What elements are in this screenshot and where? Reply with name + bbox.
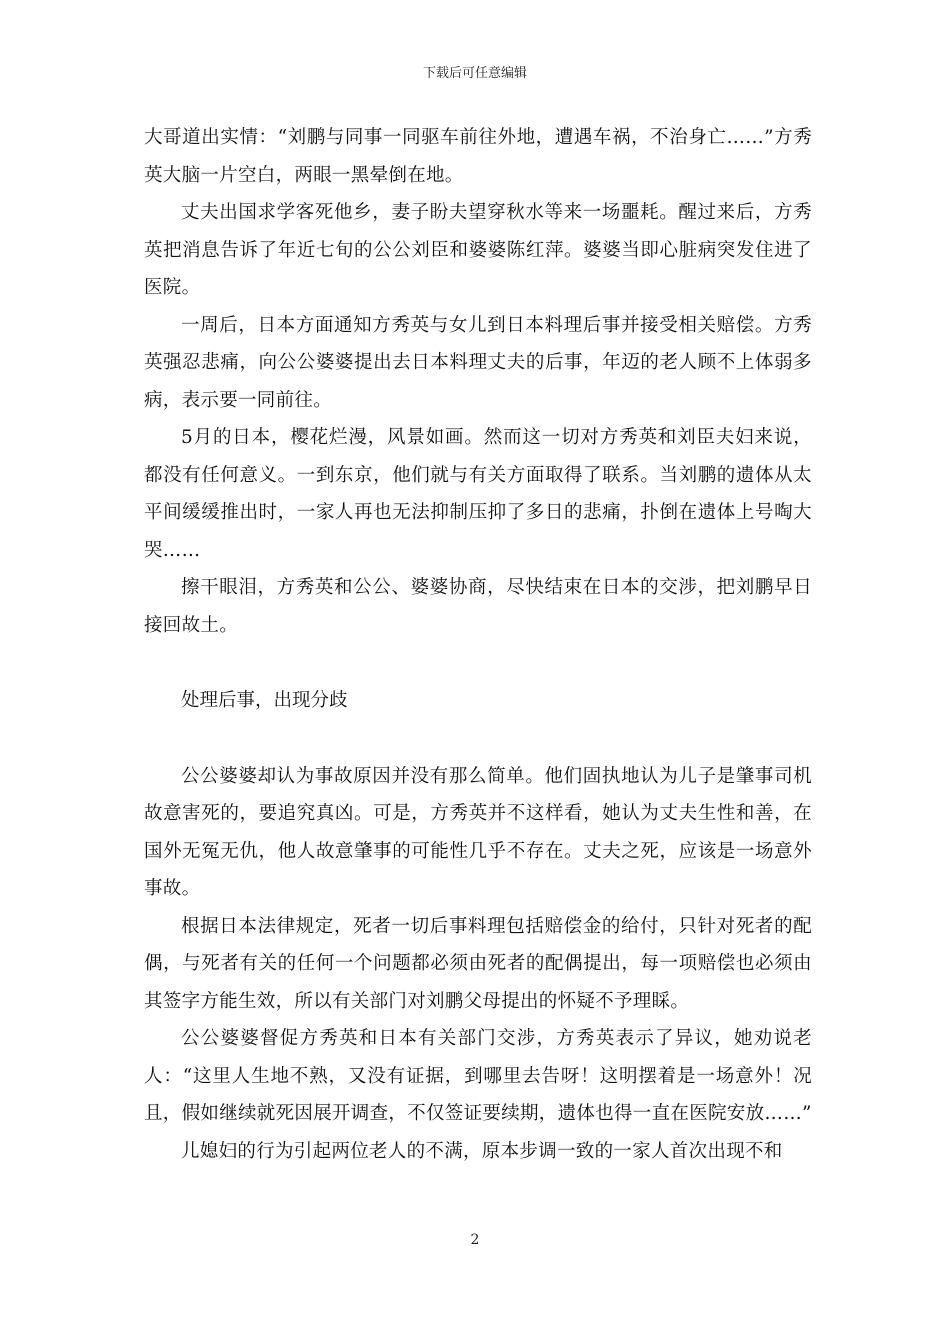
paragraph: 擦干眼泪，方秀英和公公、婆婆协商，尽快结束在日本的交涉，把刘鹏早日接回故土。 [144, 577, 812, 636]
page-number: 2 [470, 1232, 480, 1248]
section-heading: 处理后事，出现分歧 [181, 690, 348, 711]
document-body [144, 119, 812, 1170]
spacer [144, 644, 812, 682]
paragraph: 公公婆婆督促方秀英和日本有关部门交涉，方秀英表示了异议，她劝说老人：“这里人生地不熟，又没有证据，到哪里去告呀！这明摆着是一场意外！况且，假如继续就死因展开调查，不仅签证要续期，遗体也得一直在医院安放……” [144, 1028, 812, 1124]
spacer [144, 720, 812, 758]
paragraph: 公公婆婆却认为事故原因并没有那么简单。他们固执地认为儿子是肇事司机故意害死的，要追究真凶。可是，方秀英并不这样看，她认为丈夫生性和善，在国外无冤无仇，他人故意肇事的可能性几乎不存在。丈夫之死，应该是一场意外事故。 [144, 765, 812, 899]
paragraph: 丈夫出国求学客死他乡，妻子盼夫望穿秋水等来一场噩耗。醒过来后，方秀英把消息告诉了年近七旬的公公刘臣和婆婆陈红萍。婆婆当即心脏病突发住进了医院。 [144, 202, 812, 298]
paragraph: 儿媳妇的行为引起两位老人的不满，原本步调一致的一家人首次出现不和 [181, 1140, 783, 1162]
paragraph: 一周后，日本方面通知方秀英与女儿到日本料理后事并接受相关赔偿。方秀英强忍悲痛，向公公婆婆提出去日本料理丈夫的后事，年迈的老人顾不上体弱多病，表示要一同前往。 [144, 314, 812, 411]
paragraph: 根据日本法律规定，死者一切后事料理包括赔偿金的给付，只针对死者的配偶，与死者有关的任何一个问题都必须由死者的配偶提出，每一项赔偿也必须由其签字方能生效，所以有关部门对刘鹏父母提出的怀疑不予理睬。 [144, 915, 812, 1012]
page-header: 下载后可任意编辑 [422, 66, 527, 81]
paragraph: 5月的日本，樱花烂漫，风景如画。然而这一切对方秀英和刘臣夫妇来说，都没有任何意义。一到东京，他们就与有关方面取得了联系。当刘鹏的遗体从太平间缓缓推出时，一家人再也无法抑制压抑了多日的悲痛，扑倒在遗体上号啕大哭…… [144, 427, 812, 561]
paragraph: 大哥道出实情：“刘鹏与同事一同驱车前往外地，遭遇车祸，不治身亡……”方秀英大脑一片空白，两眼一黑晕倒在地。 [144, 127, 812, 186]
